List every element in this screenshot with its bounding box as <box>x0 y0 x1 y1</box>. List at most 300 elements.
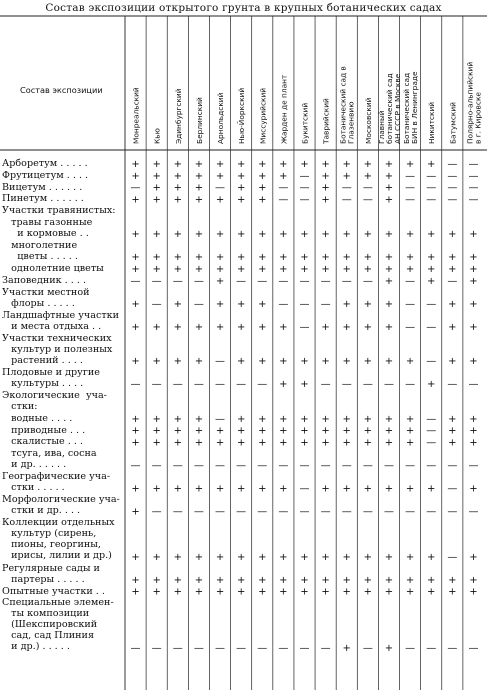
cell-mark: — <box>215 506 226 518</box>
cell-mark: + <box>194 252 204 264</box>
cell-mark: + <box>384 252 394 264</box>
cell-mark: + <box>405 437 415 449</box>
cell-mark: — <box>320 298 331 310</box>
cell-mark: — <box>172 460 183 472</box>
cell-mark: — <box>236 275 247 287</box>
cell-mark: + <box>258 425 267 437</box>
column-header-11: Глазенвию <box>346 101 356 144</box>
cell-mark: + <box>300 413 309 425</box>
column-header-14: Ботанический сад <box>402 72 412 144</box>
cell-mark: — <box>236 379 247 390</box>
row-label: тсуга, ива, сосна и др. . . . . . <box>11 448 97 471</box>
cell-mark: — <box>426 460 437 472</box>
column-header-6: Нью-Йоркский <box>237 87 247 144</box>
row-label: Коллекции отдельных культур (сирень, пионы, георгины, ирисы, лилии и др.) <box>2 517 115 562</box>
cell-mark: + <box>173 229 182 241</box>
cell-mark: — <box>278 506 289 518</box>
cell-mark: + <box>342 252 351 264</box>
cell-mark: + <box>173 574 182 586</box>
cell-mark: + <box>384 437 394 449</box>
row-label: Участки местной флоры . . . . . <box>2 286 90 309</box>
cell-mark: + <box>236 170 246 182</box>
cell-mark: + <box>173 182 182 194</box>
cell-mark: + <box>215 298 225 310</box>
cell-mark: — <box>172 275 183 287</box>
cell-mark: + <box>384 170 394 182</box>
cell-mark: + <box>469 437 478 449</box>
cell-mark: — <box>341 194 352 206</box>
cell-mark: — <box>426 170 437 182</box>
cell-mark: — <box>426 321 437 333</box>
cell-mark: — <box>447 159 458 170</box>
cell-mark: + <box>236 159 246 170</box>
cell-mark: — <box>236 643 247 655</box>
cell-mark: + <box>321 170 330 182</box>
cell-mark: — <box>468 379 479 390</box>
cell-mark: + <box>384 194 394 206</box>
cell-mark: — <box>362 643 373 655</box>
cell-mark: + <box>152 159 161 170</box>
cell-mark: + <box>469 483 478 495</box>
cell-mark: — <box>278 275 289 287</box>
cell-mark: + <box>363 252 373 264</box>
cell-mark: — <box>362 379 373 390</box>
cell-mark: + <box>321 586 330 598</box>
cell-mark: + <box>405 413 415 425</box>
cell-mark: — <box>215 182 226 194</box>
cell-mark: + <box>321 356 330 367</box>
cell-mark: + <box>215 170 225 182</box>
cell-mark: — <box>278 182 289 194</box>
cell-mark: + <box>363 413 373 425</box>
cell-mark: + <box>321 159 330 170</box>
cell-mark: + <box>194 586 204 598</box>
cell-mark: + <box>321 194 330 206</box>
cell-mark: — <box>405 379 416 390</box>
cell-mark: + <box>384 425 394 437</box>
cell-mark: + <box>384 275 394 287</box>
cell-mark: — <box>320 275 331 287</box>
cell-mark: + <box>427 586 436 598</box>
cell-mark: + <box>405 229 415 241</box>
cell-mark: + <box>469 586 478 598</box>
cell-mark: + <box>131 437 140 449</box>
cell-mark: + <box>405 356 415 367</box>
cell-mark: + <box>194 437 204 449</box>
cell-mark: + <box>384 182 394 194</box>
cell-mark: + <box>131 321 140 333</box>
row-label: многолетние цветы . . . . . <box>11 240 78 262</box>
cell-mark: + <box>469 425 478 437</box>
cell-mark: + <box>469 413 478 425</box>
cell-mark: + <box>279 252 288 264</box>
cell-mark: + <box>236 321 246 333</box>
cell-mark: — <box>447 483 458 495</box>
cell-mark: + <box>321 551 330 563</box>
cell-mark: + <box>448 298 457 310</box>
cell-mark: + <box>342 159 351 170</box>
cell-mark: + <box>384 643 394 655</box>
cell-mark: + <box>363 356 373 367</box>
cell-mark: + <box>131 483 140 495</box>
cell-mark: + <box>236 586 246 598</box>
cell-mark: + <box>173 170 182 182</box>
cell-mark: — <box>151 460 162 472</box>
cell-mark: + <box>173 252 182 264</box>
column-header-7: Миссурийский <box>258 87 268 144</box>
cell-mark: — <box>405 170 416 182</box>
cell-mark: + <box>152 252 161 264</box>
cell-mark: + <box>258 574 267 586</box>
cell-mark: + <box>363 574 373 586</box>
cell-mark: + <box>215 551 225 563</box>
cell-mark: + <box>469 321 478 333</box>
cell-mark: + <box>427 229 436 241</box>
cell-mark: + <box>384 483 394 495</box>
cell-mark: + <box>384 413 394 425</box>
cell-mark: — <box>236 460 247 472</box>
cell-mark: — <box>447 170 458 182</box>
cell-mark: + <box>427 379 436 390</box>
cell-mark: + <box>236 483 246 495</box>
cell-mark: + <box>258 298 267 310</box>
cell-mark: + <box>363 437 373 449</box>
row-label: Морфологические уча- стки и др. . . . <box>2 494 120 517</box>
cell-mark: + <box>384 574 394 586</box>
cell-mark: + <box>405 159 415 170</box>
cell-mark: + <box>342 643 351 655</box>
cell-mark: — <box>320 460 331 472</box>
cell-mark: + <box>405 425 415 437</box>
cell-mark: + <box>194 551 204 563</box>
cell-mark: + <box>152 182 161 194</box>
cell-mark: + <box>258 252 267 264</box>
cell-mark: + <box>321 437 330 449</box>
cell-mark: — <box>215 413 226 425</box>
cell-mark: — <box>257 506 268 518</box>
column-header-9: Букитский <box>300 102 310 144</box>
cell-mark: — <box>426 413 437 425</box>
cell-mark: + <box>152 356 161 367</box>
cell-mark: + <box>342 229 351 241</box>
cell-mark: — <box>151 379 162 390</box>
cell-mark: + <box>131 264 140 275</box>
cell-mark: + <box>131 194 140 206</box>
cell-mark: — <box>405 506 416 518</box>
cell-mark: + <box>405 574 415 586</box>
column-header-10: Таврийский <box>321 98 331 144</box>
cell-mark: — <box>299 460 310 472</box>
cell-mark: — <box>320 643 331 655</box>
cell-mark: — <box>341 275 352 287</box>
cell-mark: + <box>300 425 309 437</box>
cell-mark: + <box>363 159 373 170</box>
cell-mark: + <box>194 574 204 586</box>
column-header-13: АН СССР в Москве <box>392 73 402 144</box>
cell-mark: + <box>427 275 436 287</box>
column-header-11: Ботанический сад в <box>338 66 348 144</box>
cell-mark: + <box>321 413 330 425</box>
cell-mark: — <box>383 460 394 472</box>
cell-mark: + <box>363 264 373 275</box>
cell-mark: + <box>194 194 204 206</box>
cell-mark: + <box>131 356 140 367</box>
cell-mark: — <box>447 460 458 472</box>
cell-mark: — <box>193 460 204 472</box>
cell-mark: + <box>279 264 288 275</box>
cell-mark: + <box>131 506 140 518</box>
cell-mark: — <box>426 425 437 437</box>
cell-mark: + <box>300 159 309 170</box>
cell-mark: + <box>258 182 267 194</box>
cell-mark: + <box>152 264 161 275</box>
cell-mark: + <box>173 413 182 425</box>
cell-mark: + <box>363 551 373 563</box>
cell-mark: + <box>236 252 246 264</box>
cell-mark: + <box>258 413 267 425</box>
cell-mark: — <box>299 643 310 655</box>
cell-mark: — <box>151 643 162 655</box>
cell-mark: + <box>342 413 351 425</box>
row-label: Вицетум . . . . . . <box>2 181 83 193</box>
cell-mark: + <box>131 413 140 425</box>
cell-mark: + <box>194 182 204 194</box>
cell-mark: — <box>172 643 183 655</box>
cell-mark: + <box>152 483 161 495</box>
cell-mark: — <box>447 506 458 518</box>
cell-mark: — <box>426 643 437 655</box>
cell-mark: + <box>258 356 267 367</box>
cell-mark: + <box>215 264 225 275</box>
cell-mark: + <box>131 298 140 310</box>
column-header-5: Арнольдский <box>216 92 226 144</box>
cell-mark: — <box>362 506 373 518</box>
cell-mark: + <box>384 586 394 598</box>
cell-mark: + <box>427 159 436 170</box>
column-header-13: ботанический сад <box>384 73 394 144</box>
cell-mark: — <box>320 506 331 518</box>
row-label: Специальные элемен- ты композиции (Шекспировский сад, сад Плиния и др.) . . . . . <box>2 597 114 653</box>
cell-mark: + <box>448 413 457 425</box>
cell-mark: — <box>405 460 416 472</box>
row-label: скалистые . . . <box>2 436 84 448</box>
cell-mark: + <box>258 194 267 206</box>
row-label: водные . . . . <box>2 412 73 424</box>
cell-mark: + <box>236 574 246 586</box>
cell-mark: + <box>342 574 351 586</box>
cell-mark: + <box>258 551 267 563</box>
cell-mark: — <box>362 275 373 287</box>
cell-mark: + <box>363 425 373 437</box>
cell-mark: — <box>426 356 437 367</box>
cell-mark: + <box>236 194 246 206</box>
cell-mark: + <box>384 356 394 367</box>
cell-mark: — <box>426 298 437 310</box>
cell-mark: + <box>215 425 225 437</box>
cell-mark: + <box>363 298 373 310</box>
cell-mark: — <box>257 275 268 287</box>
cell-mark: + <box>131 551 140 563</box>
cell-mark: + <box>321 425 330 437</box>
cell-mark: + <box>342 356 351 367</box>
cell-mark: — <box>215 356 226 367</box>
cell-mark: + <box>469 298 478 310</box>
cell-mark: + <box>152 425 161 437</box>
cell-mark: + <box>405 551 415 563</box>
row-label: Плодовые и другие культуры . . . . <box>2 366 100 389</box>
cell-mark: + <box>194 413 204 425</box>
cell-mark: + <box>258 264 267 275</box>
cell-mark: — <box>405 643 416 655</box>
cell-mark: + <box>173 356 182 367</box>
cell-mark: — <box>299 170 310 182</box>
column-header-17: в г. Кировске <box>473 92 483 144</box>
cell-mark: + <box>236 229 246 241</box>
cell-mark: + <box>469 275 478 287</box>
cell-mark: + <box>152 321 161 333</box>
cell-mark: — <box>172 506 183 518</box>
cell-mark: + <box>279 437 288 449</box>
cell-mark: — <box>447 551 458 563</box>
row-label: Пинетум . . . . . . <box>2 193 84 205</box>
cell-mark: — <box>341 379 352 390</box>
cell-mark: + <box>321 264 330 275</box>
cell-mark: + <box>279 379 288 390</box>
column-header-1: Монреальский <box>131 87 141 144</box>
cell-mark: — <box>447 379 458 390</box>
cell-mark: — <box>426 194 437 206</box>
cell-mark: + <box>384 551 394 563</box>
cell-mark: + <box>173 321 182 333</box>
cell-mark: — <box>426 437 437 449</box>
cell-mark: — <box>383 506 394 518</box>
cell-mark: + <box>363 483 373 495</box>
cell-mark: + <box>215 574 225 586</box>
cell-mark: — <box>468 506 479 518</box>
cell-mark: + <box>131 586 140 598</box>
cell-mark: — <box>468 170 479 182</box>
cell-mark: — <box>130 379 141 390</box>
cell-mark: + <box>427 551 436 563</box>
row-label: Экологические уча- стки: <box>2 389 107 412</box>
cell-mark: + <box>469 264 478 275</box>
column-header-16: Батумский <box>448 102 458 144</box>
column-header-17: Полярно-альпийский <box>465 61 475 144</box>
cell-mark: — <box>405 194 416 206</box>
cell-mark: + <box>384 264 394 275</box>
cell-mark: — <box>299 506 310 518</box>
cell-mark: + <box>215 229 225 241</box>
header-label: Состав экспозиции <box>20 85 103 95</box>
cell-mark: + <box>152 170 161 182</box>
cell-mark: + <box>300 379 309 390</box>
cell-mark: — <box>320 379 331 390</box>
cell-mark: — <box>172 379 183 390</box>
cell-mark: + <box>405 252 415 264</box>
cell-mark: + <box>363 321 373 333</box>
cell-mark: + <box>342 170 351 182</box>
cell-mark: + <box>173 437 182 449</box>
cell-mark: + <box>279 321 288 333</box>
column-header-12: Московский <box>363 97 373 144</box>
cell-mark: + <box>236 182 246 194</box>
cell-mark: + <box>342 425 351 437</box>
cell-mark: + <box>469 356 478 367</box>
cell-mark: + <box>448 252 457 264</box>
column-header-3: Эдинбургский <box>173 88 183 144</box>
cell-mark: — <box>257 643 268 655</box>
cell-mark: + <box>279 413 288 425</box>
cell-mark: + <box>300 551 309 563</box>
cell-mark: — <box>405 182 416 194</box>
cell-mark: — <box>193 379 204 390</box>
cell-mark: + <box>448 574 457 586</box>
cell-mark: + <box>215 252 225 264</box>
cell-mark: + <box>236 425 246 437</box>
cell-mark: + <box>384 159 394 170</box>
cell-mark: + <box>152 574 161 586</box>
row-label: Опытные участки . . <box>2 585 105 597</box>
cell-mark: + <box>384 229 394 241</box>
cell-mark: — <box>215 379 226 390</box>
cell-mark: — <box>299 275 310 287</box>
cell-mark: + <box>342 298 351 310</box>
cell-mark: — <box>362 182 373 194</box>
cell-mark: + <box>258 483 267 495</box>
cell-mark: + <box>448 356 457 367</box>
cell-mark: — <box>215 460 226 472</box>
cell-mark: — <box>341 182 352 194</box>
cell-mark: + <box>448 425 457 437</box>
cell-mark: + <box>152 413 161 425</box>
cell-mark: — <box>278 460 289 472</box>
cell-mark: + <box>405 264 415 275</box>
cell-mark: + <box>300 252 309 264</box>
cell-mark: + <box>469 551 478 563</box>
cell-mark: + <box>469 229 478 241</box>
cell-mark: + <box>342 586 351 598</box>
cell-mark: + <box>279 425 288 437</box>
cell-mark: — <box>299 321 310 333</box>
cell-mark: — <box>468 182 479 194</box>
cell-mark: + <box>258 159 267 170</box>
cell-mark: + <box>131 170 140 182</box>
cell-mark: + <box>342 321 351 333</box>
cell-mark: + <box>215 275 225 287</box>
cell-mark: + <box>405 586 415 598</box>
cell-mark: — <box>299 298 310 310</box>
cell-mark: + <box>342 437 351 449</box>
cell-mark: — <box>193 506 204 518</box>
column-header-14: БИН в Ленинграде <box>410 71 420 144</box>
cell-mark: + <box>321 574 330 586</box>
cell-mark: + <box>448 321 457 333</box>
column-header-15: Никитский <box>427 101 437 144</box>
cell-mark: + <box>448 264 457 275</box>
cell-mark: — <box>405 321 416 333</box>
cell-mark: + <box>300 356 309 367</box>
cell-mark: + <box>173 264 182 275</box>
cell-mark: + <box>131 425 140 437</box>
cell-mark: + <box>131 229 140 241</box>
cell-mark: + <box>258 321 267 333</box>
row-label: Заповедник . . . . <box>2 274 87 286</box>
column-header-2: Кью <box>152 128 162 144</box>
cell-mark: + <box>279 159 288 170</box>
cell-mark: + <box>300 586 309 598</box>
cell-mark: + <box>215 321 225 333</box>
cell-mark: — <box>426 506 437 518</box>
